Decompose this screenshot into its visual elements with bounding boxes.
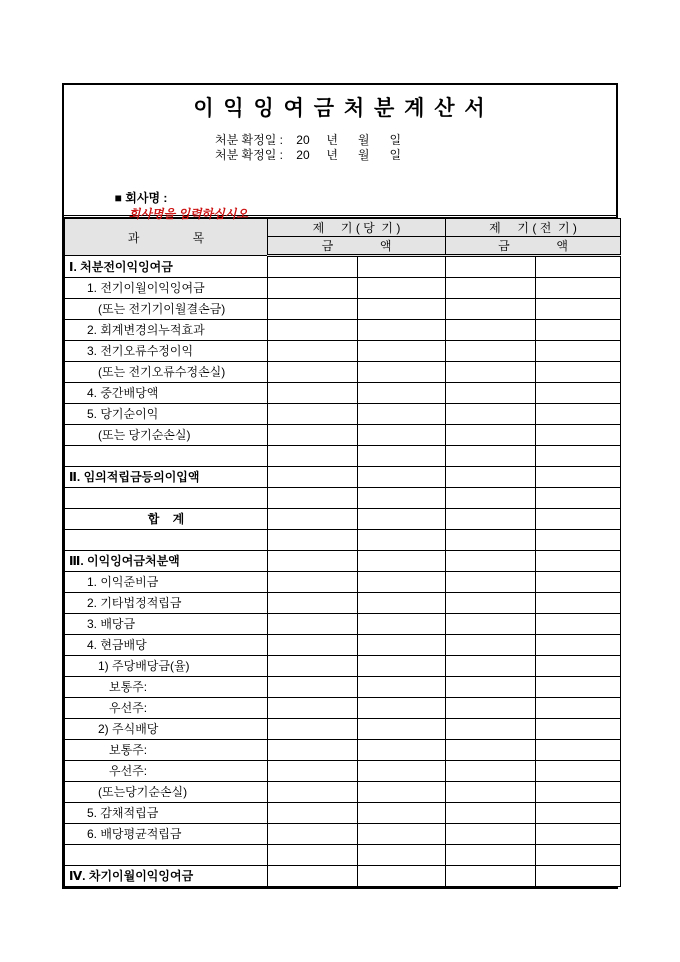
amount-cell[interactable] (446, 467, 536, 488)
amount-cell[interactable] (358, 488, 446, 509)
disposal-confirmation-date-line-1: 처분 확정일 : 20 년 월 일 (215, 133, 402, 147)
amount-cell[interactable] (446, 803, 536, 824)
table-row (65, 656, 621, 677)
table-row (65, 593, 621, 614)
amount-cell[interactable] (268, 341, 358, 362)
amount-cell[interactable] (268, 551, 358, 572)
amount-cell[interactable] (268, 782, 358, 803)
amount-cell[interactable] (446, 845, 536, 866)
row-label: (또는당기순손실) (65, 782, 268, 803)
amount-cell[interactable] (536, 446, 621, 467)
amount-cell[interactable] (446, 320, 536, 341)
amount-cell[interactable] (536, 614, 621, 635)
amount-cell[interactable] (446, 509, 536, 530)
amount-cell[interactable] (446, 635, 536, 656)
table-row (65, 362, 621, 383)
amount-cell[interactable] (446, 866, 536, 887)
row-label: 5. 감채적립금 (65, 803, 268, 824)
row-label: 보통주: (65, 677, 268, 698)
row-label (65, 446, 268, 467)
amount-cell[interactable] (536, 362, 621, 383)
amount-cell[interactable] (268, 488, 358, 509)
row-label: 보통주: (65, 740, 268, 761)
amount-cell[interactable] (446, 698, 536, 719)
amount-cell[interactable] (536, 740, 621, 761)
amount-cell[interactable] (536, 530, 621, 551)
amount-cell[interactable] (268, 299, 358, 320)
table-row (65, 866, 621, 887)
amount-cell[interactable] (536, 488, 621, 509)
row-label: 6. 배당평균적립금 (65, 824, 268, 845)
table-row (65, 278, 621, 299)
amount-cell[interactable] (536, 698, 621, 719)
amount-cell[interactable] (358, 761, 446, 782)
table-row (65, 509, 621, 530)
row-label (65, 488, 268, 509)
row-label: 2) 주식배당 (65, 719, 268, 740)
amount-cell[interactable] (358, 341, 446, 362)
amount-cell[interactable] (446, 425, 536, 446)
amount-cell[interactable] (446, 719, 536, 740)
amount-cell[interactable] (536, 278, 621, 299)
table-row (65, 740, 621, 761)
amount-cell[interactable] (358, 845, 446, 866)
column-header-current-period: 제 기 ( 당 기 ) (268, 219, 446, 237)
amount-cell[interactable] (358, 635, 446, 656)
amount-cell[interactable] (268, 719, 358, 740)
column-header-amount-current: 금 액 (268, 237, 446, 256)
amount-cell[interactable] (358, 740, 446, 761)
amount-cell[interactable] (536, 425, 621, 446)
amount-cell[interactable] (268, 383, 358, 404)
row-label: 1) 주당배당금(율) (65, 656, 268, 677)
row-label: Ⅱ. 임의적립금등의이입액 (65, 467, 268, 488)
amount-cell[interactable] (268, 614, 358, 635)
amount-cell[interactable] (536, 677, 621, 698)
amount-cell[interactable] (268, 362, 358, 383)
table-row (65, 404, 621, 425)
document-title: 이 익 잉 여 금 처 분 계 산 서 (193, 97, 487, 120)
amount-cell[interactable] (358, 698, 446, 719)
amount-cell[interactable] (268, 572, 358, 593)
row-label: 합 계 (65, 509, 268, 530)
column-header-previous-period: 제 기 ( 전 기 ) (446, 219, 621, 237)
table-row (65, 719, 621, 740)
amount-cell[interactable] (446, 593, 536, 614)
amount-cell[interactable] (358, 719, 446, 740)
row-label: 4. 중간배당액 (65, 383, 268, 404)
amount-cell[interactable] (536, 635, 621, 656)
row-label: 1. 이익준비금 (65, 572, 268, 593)
amount-cell[interactable] (268, 278, 358, 299)
table-row (65, 551, 621, 572)
amount-cell[interactable] (358, 383, 446, 404)
table-row (65, 488, 621, 509)
amount-cell[interactable] (268, 404, 358, 425)
amount-cell[interactable] (358, 551, 446, 572)
amount-cell[interactable] (536, 467, 621, 488)
row-label: 3. 배당금 (65, 614, 268, 635)
amount-cell[interactable] (358, 446, 446, 467)
amount-cell[interactable] (446, 530, 536, 551)
amount-cell[interactable] (446, 404, 536, 425)
amount-cell[interactable] (268, 866, 358, 887)
row-label: 우선주: (65, 761, 268, 782)
amount-cell[interactable] (268, 593, 358, 614)
table-body (65, 256, 621, 887)
amount-cell[interactable] (268, 425, 358, 446)
amount-cell[interactable] (446, 782, 536, 803)
table-row (65, 803, 621, 824)
amount-cell[interactable] (358, 404, 446, 425)
disposal-confirmation-date-line-2: 처분 확정일 : 20 년 월 일 (215, 148, 402, 162)
amount-cell[interactable] (358, 530, 446, 551)
row-label (65, 845, 268, 866)
amount-cell[interactable] (536, 803, 621, 824)
amount-cell[interactable] (268, 509, 358, 530)
amount-cell[interactable] (536, 845, 621, 866)
row-label (65, 530, 268, 551)
table-row (65, 824, 621, 845)
row-label: Ⅳ. 차기이월이익잉여금 (65, 866, 268, 887)
amount-cell[interactable] (268, 446, 358, 467)
amount-cell[interactable] (536, 509, 621, 530)
row-label: 1. 전기이월이익잉여금 (65, 278, 268, 299)
row-label: 5. 당기순이익 (65, 404, 268, 425)
amount-cell[interactable] (268, 467, 358, 488)
amount-cell[interactable] (358, 425, 446, 446)
amount-cell[interactable] (358, 677, 446, 698)
amount-cell[interactable] (446, 299, 536, 320)
row-label: (또는 전기오류수정손실) (65, 362, 268, 383)
amount-cell[interactable] (358, 782, 446, 803)
amount-cell[interactable] (446, 761, 536, 782)
amount-cell[interactable] (268, 824, 358, 845)
amount-cell[interactable] (358, 803, 446, 824)
amount-cell[interactable] (446, 256, 536, 278)
amount-cell[interactable] (446, 341, 536, 362)
amount-cell[interactable] (358, 593, 446, 614)
amount-cell[interactable] (536, 593, 621, 614)
amount-cell[interactable] (536, 256, 621, 278)
table-row (65, 761, 621, 782)
table-row (65, 572, 621, 593)
amount-cell[interactable] (358, 509, 446, 530)
amount-cell[interactable] (268, 803, 358, 824)
table-row (65, 446, 621, 467)
company-name-placeholder[interactable]: 회사명을 입력하십시오 (128, 207, 248, 221)
amount-cell[interactable] (446, 551, 536, 572)
table-row (65, 256, 621, 278)
amount-cell[interactable] (358, 824, 446, 845)
amount-cell[interactable] (268, 740, 358, 761)
amount-cell[interactable] (536, 551, 621, 572)
amount-cell[interactable] (358, 278, 446, 299)
column-header-subject: 과 목 (65, 219, 268, 256)
amount-cell[interactable] (536, 383, 621, 404)
amount-cell[interactable] (268, 635, 358, 656)
title-section (64, 97, 616, 221)
amount-cell[interactable] (446, 656, 536, 677)
amount-cell[interactable] (536, 320, 621, 341)
amount-cell[interactable] (268, 677, 358, 698)
table-row (65, 341, 621, 362)
row-label: 2. 회계변경의누적효과 (65, 320, 268, 341)
table-row (65, 383, 621, 404)
amount-cell[interactable] (268, 698, 358, 719)
amount-cell[interactable] (358, 866, 446, 887)
amount-cell[interactable] (536, 299, 621, 320)
table-row (65, 425, 621, 446)
amount-cell[interactable] (446, 614, 536, 635)
amount-cell[interactable] (536, 404, 621, 425)
table-row (65, 677, 621, 698)
row-label: 3. 전기오류수정이익 (65, 341, 268, 362)
table-row (65, 467, 621, 488)
table-row (65, 614, 621, 635)
row-label: (또는 전기기이월결손금) (65, 299, 268, 320)
row-label: 우선주: (65, 698, 268, 719)
amount-cell[interactable] (446, 740, 536, 761)
table-row (65, 320, 621, 341)
table-row (65, 299, 621, 320)
amount-cell[interactable] (446, 362, 536, 383)
amount-cell[interactable] (536, 761, 621, 782)
amount-cell[interactable] (358, 299, 446, 320)
amount-cell[interactable] (446, 446, 536, 467)
row-label: 4. 현금배당 (65, 635, 268, 656)
amount-cell[interactable] (358, 614, 446, 635)
row-label: 2. 기타법정적립금 (65, 593, 268, 614)
amount-cell[interactable] (446, 383, 536, 404)
amount-cell[interactable] (536, 572, 621, 593)
amount-cell[interactable] (446, 677, 536, 698)
amount-cell[interactable] (536, 656, 621, 677)
amount-cell[interactable] (268, 530, 358, 551)
company-name-label: ■ 회사명 : (114, 191, 171, 205)
amount-cell[interactable] (358, 362, 446, 383)
amount-cell[interactable] (446, 278, 536, 299)
amount-cell[interactable] (536, 341, 621, 362)
amount-cell[interactable] (536, 782, 621, 803)
amount-cell[interactable] (268, 845, 358, 866)
table-row (65, 782, 621, 803)
retained-earnings-statement (62, 83, 618, 889)
row-label: Ⅰ. 처분전이익잉여금 (65, 256, 268, 278)
amount-cell[interactable] (268, 656, 358, 677)
amount-cell[interactable] (358, 572, 446, 593)
amount-cell[interactable] (358, 320, 446, 341)
table-row (65, 845, 621, 866)
column-header-amount-previous: 금 액 (446, 237, 621, 256)
statement-table (64, 218, 621, 887)
amount-cell[interactable] (536, 719, 621, 740)
amount-cell[interactable] (358, 656, 446, 677)
amount-cell[interactable] (268, 320, 358, 341)
row-label: Ⅲ. 이익잉여금처분액 (65, 551, 268, 572)
table-row (65, 635, 621, 656)
amount-cell[interactable] (358, 256, 446, 278)
table-row (65, 530, 621, 551)
amount-cell[interactable] (358, 467, 446, 488)
amount-cell[interactable] (536, 866, 621, 887)
amount-cell[interactable] (446, 488, 536, 509)
table-row (65, 698, 621, 719)
table-header (65, 219, 621, 256)
amount-cell[interactable] (268, 761, 358, 782)
amount-cell[interactable] (536, 824, 621, 845)
amount-cell[interactable] (446, 824, 536, 845)
amount-cell[interactable] (446, 572, 536, 593)
amount-cell[interactable] (268, 256, 358, 278)
row-label: (또는 당기순손실) (65, 425, 268, 446)
